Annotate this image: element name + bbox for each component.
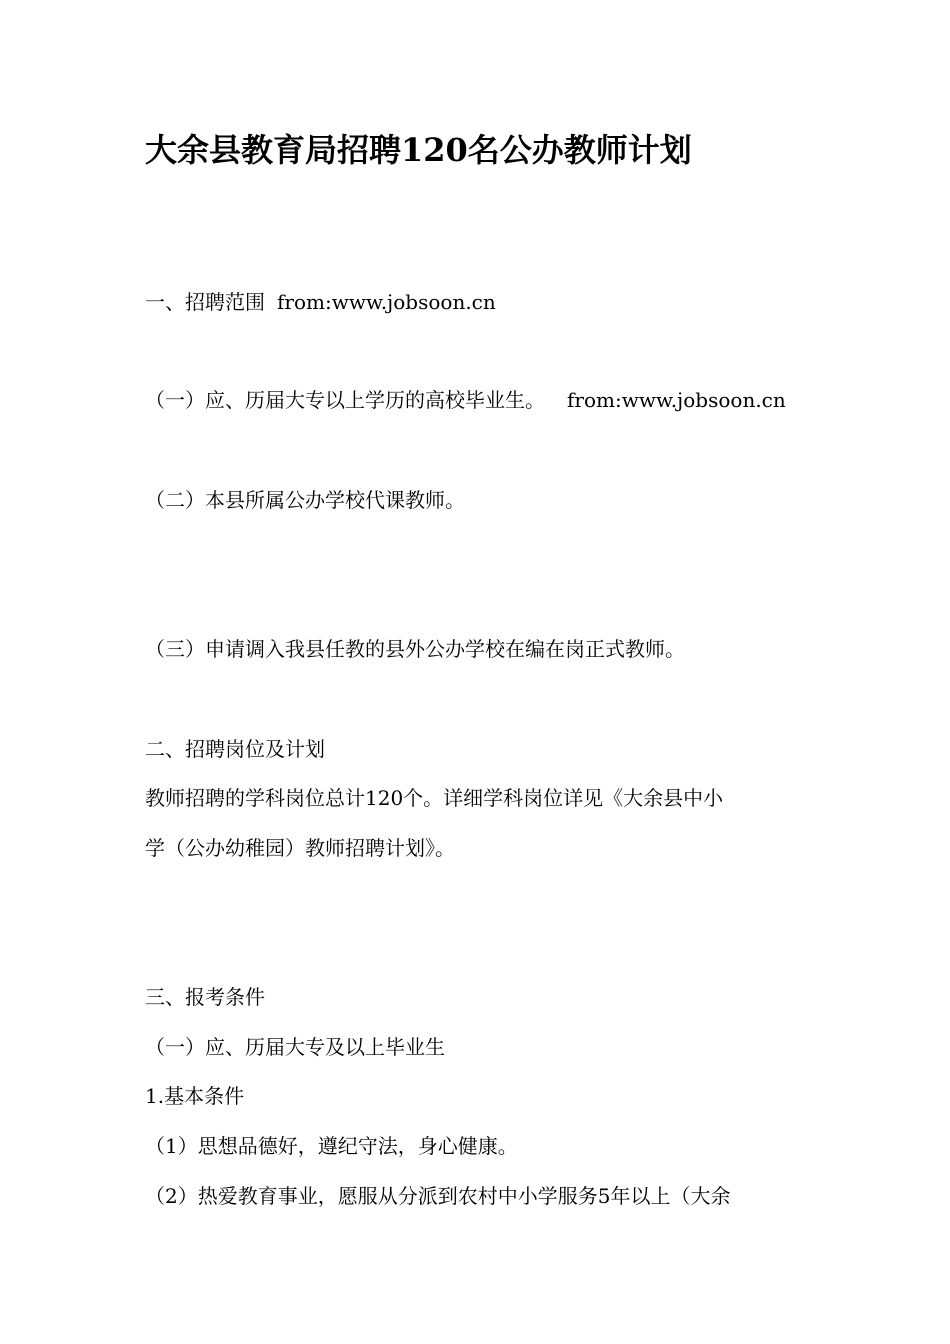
section-3-condition-2: （2）热爱教育事业，愿服从分派到农村中小学服务5年以上（大余: [145, 1184, 731, 1208]
section-2-heading: 二、招聘岗位及计划: [145, 737, 325, 761]
section-1-item-2: （二）本县所属公办学校代课教师。: [145, 488, 465, 512]
source-note: from:www.jobsoon.cn: [567, 388, 786, 412]
section-1-item-3: （三）申请调入我县任教的县外公办学校在编在岗正式教师。: [145, 637, 685, 661]
section-3-basic-conditions: 1.基本条件: [145, 1084, 245, 1108]
source-note: from:www.jobsoon.cn: [277, 290, 496, 314]
section-1-heading-line: [145, 288, 496, 316]
document-title: 大余县教育局招聘120名公办教师计划: [145, 131, 692, 169]
section-1-item-1-line: [145, 386, 786, 414]
section-1-item-1: （一）应、历届大专以上学历的高校毕业生。: [145, 388, 545, 412]
section-3-heading: 三、报考条件: [145, 985, 265, 1009]
section-3-subheading-1: （一）应、历届大专及以上毕业生: [145, 1035, 445, 1059]
section-2-paragraph-line-1: 教师招聘的学科岗位总计120个。详细学科岗位详见《大余县中小: [145, 786, 724, 810]
section-1-heading: 一、招聘范围: [145, 290, 265, 314]
section-2-paragraph-line-2: 学（公办幼稚园）教师招聘计划》。: [145, 836, 455, 860]
section-3-condition-1: （1）思想品德好，遵纪守法，身心健康。: [145, 1134, 518, 1158]
